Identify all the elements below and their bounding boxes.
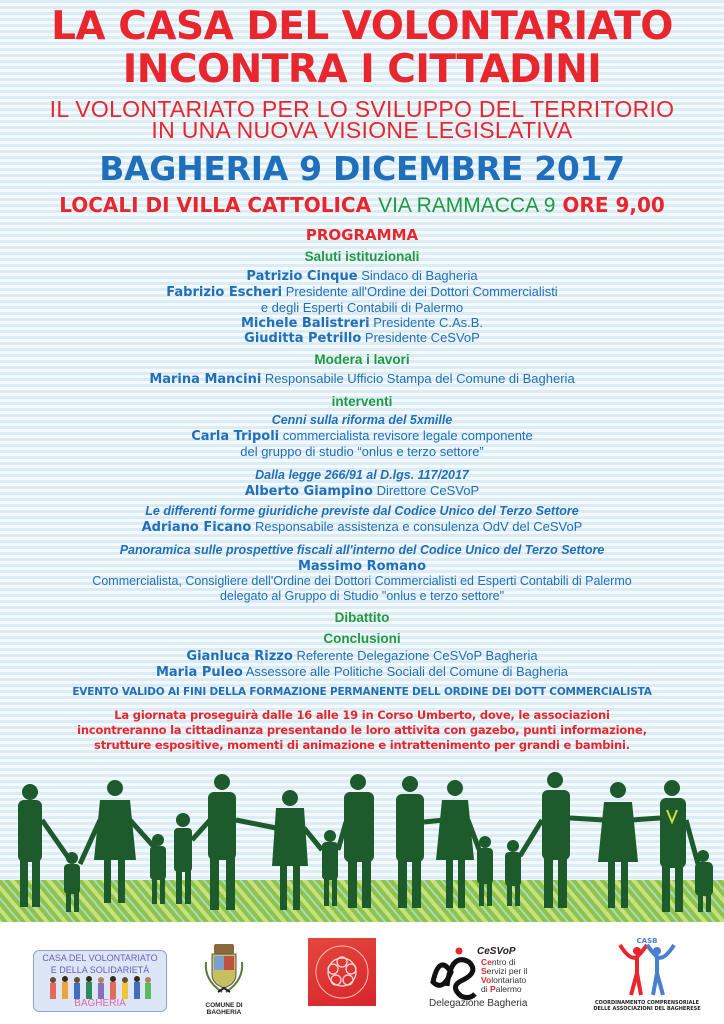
talk-topic: Le differenti forme giuridiche previste dal Codice Unico del Terzo Settore [145,504,579,518]
speaker-role: Presidente all'Ordine dei Dottori Commercialisti [285,284,558,299]
casa-logo-line2: E DELLA SOLIDARIETÀ [50,965,150,975]
svg-text:CeSVoP: CeSVoP [477,946,516,957]
speaker-role: Assessore alle Politiche Sociali del Comune di Bagheria [245,664,569,679]
comune-bagheria-logo [200,942,248,1016]
closing-line-3: strutture espositive, momenti di animazione e intrattenimento per grandi e bambini. [94,738,630,752]
speaker-name: Patrizio Cinque [246,269,358,284]
venue-street: VIA RAMMACCA 9 [378,194,556,217]
cesvop-mark-icon [425,942,555,1014]
program-heading: PROGRAMMA [305,226,419,244]
speaker-role-cont: delegato al Gruppo di Studio "onlus e terzo settore" [219,589,505,603]
speaker-line [0,284,724,301]
speaker-role: Commercialista, Consigliere dell'Ordine dei Dottori Commercialisti ed Esperti Contabili di Palermo [92,574,632,588]
speaker-line [0,519,724,536]
speaker-role: Referente Delegazione CeSVoP Bagheria [296,648,538,663]
speaker-role: Sindaco di Bagheria [361,268,478,283]
speaker-role: Responsabile Ufficio Stampa del Comune di Bagheria [264,371,575,386]
speaker-name: Carla Tripoli [191,429,280,444]
talk-topic: Dalla legge 266/91 al D.lgs. 117/2017 [255,468,469,482]
speaker-name: Gianluca Rizzo [186,649,293,664]
section-moderator: Modera i lavori [314,352,410,367]
speaker-line [0,268,724,285]
speaker-role: Responsabile assistenza e consulenza OdV del CeSVoP [254,519,583,534]
families-silhouette-illustration [0,760,724,922]
coat-of-arms-icon [200,942,248,998]
svg-text:Delegazione Bagheria: Delegazione Bagheria [429,998,528,1009]
svg-text:CASB: CASB [636,937,658,945]
speaker-role: commercialista revisore legale componente [282,428,533,443]
commercialisti-seal-icon [308,938,376,1006]
svg-text:COORDINAMENTO COMPRENSORIALE: COORDINAMENTO COMPRENSORIALE [594,1000,700,1006]
svg-text:di Palermo: di Palermo [481,984,522,994]
speaker-name: Fabrizio Escheri [166,285,283,300]
speaker-role: Presidente C.As.B. [373,315,484,330]
speaker-name: Massimo Romano [297,559,427,574]
event-date: BAGHERIA 9 DICEMBRE 2017 [99,149,625,188]
speaker-name: Adriano Ficano [141,520,252,535]
svg-text:DELLE ASSOCIAZIONI DEL BAGHERE: DELLE ASSOCIAZIONI DEL BAGHERESE [593,1006,701,1012]
casa-volontariato-logo [33,950,167,1012]
speaker-line [0,428,724,445]
speaker-line [0,483,724,500]
casb-people-icon [582,933,712,1013]
speaker-name: Maria Puleo [155,665,243,680]
section-interventi: interventi [331,394,393,409]
speaker-line [0,371,724,388]
talk-topic: Cenni sulla riforma del 5xmille [271,413,453,427]
speaker-role: Presidente CeSVoP [364,330,480,345]
subtitle-line-1: IL VOLONTARIATO PER LO SVILUPPO DEL TERRITORIO [49,96,675,122]
svg-text:Volontariato: Volontariato [481,975,527,985]
closing-line-2: incontreranno la cittadinanza presentando le loro attivita con gazebo, punti informazione, [77,723,647,737]
speaker-name: Michele Balistreri [240,316,370,331]
comune-logo-line2: BAGHERIA [206,1009,242,1016]
title-line-2: INCONTRA I CITTADINI [122,47,602,92]
speaker-role-cont: e degli Esperti Contabili di Palermo [260,300,464,315]
subtitle-line-2: IN UNA NUOVA VISIONE LEGISLATIVA [151,117,573,143]
casb-logo [582,933,712,1013]
closing-line-1: La giornata proseguirà dalle 16 alle 19 in Corso Umberto, dove, le associazioni [114,708,610,722]
section-dibattito: Dibattito [334,610,390,625]
speaker-name: Marina Mancini [149,372,262,387]
venue-place: LOCALI DI VILLA CATTOLICA [59,193,372,217]
casa-logo-line1: CASA DEL VOLONTARIATO [42,953,158,963]
comune-logo-line1: COMUNE DI [205,1002,243,1009]
talk-topic: Panoramica sulle prospettive fiscali all'interno del Codice Unico del Terzo Settore [119,543,605,557]
speaker-role-cont: del gruppo di studio “onlus e terzo settore” [240,444,484,459]
venue-time: ORE 9,00 [562,193,665,217]
cesvop-logo [425,942,555,1014]
odcec-logo [308,938,376,1006]
section-conclusioni: Conclusioni [323,631,401,646]
speaker-role: Direttore CeSVoP [376,483,480,498]
speaker-name: Giuditta Petrillo [244,331,362,346]
section-saluti: Saluti istituzionali [304,249,420,264]
speaker-name: Alberto Giampino [244,484,373,499]
casa-logo-city: BAGHERIA [74,998,126,1009]
title-line-1: LA CASA DEL VOLONTARIATO [51,4,673,49]
svg-text:Servizi per il: Servizi per il [481,966,528,976]
accreditation-notice: EVENTO VALIDO AI FINI DELLA FORMAZIONE PERMANENTE DELL ORDINE DEI DOTT COMMERCIALISTA [72,686,652,698]
speaker-line [0,330,724,347]
speaker-line [0,664,724,681]
svg-text:Centro di: Centro di [481,957,516,967]
event-venue [0,193,724,218]
speaker-line [0,648,724,665]
